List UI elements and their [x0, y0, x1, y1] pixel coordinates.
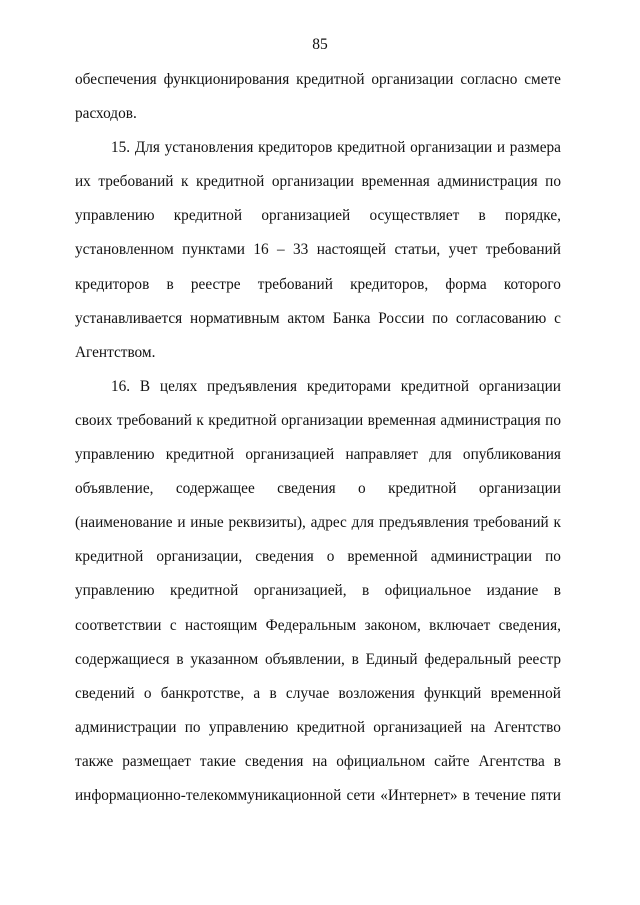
word: требований [473, 514, 549, 532]
word: в [166, 275, 174, 293]
word: Для [134, 139, 160, 157]
word: к [181, 173, 189, 191]
word: по [545, 173, 561, 191]
word: организацией [373, 718, 463, 736]
word: кредитной [296, 71, 365, 88]
word: кредитной [75, 548, 144, 566]
text-line [75, 70, 561, 104]
word: обеспечения [75, 71, 157, 88]
word: смете [524, 71, 561, 88]
word: официальном [336, 752, 426, 770]
word: функций [424, 684, 482, 702]
word: опубликования [462, 446, 561, 464]
word: согласно [460, 71, 518, 88]
word: администрации [75, 718, 177, 736]
word: в [176, 650, 184, 668]
word: кредитной [388, 480, 457, 498]
word: для [429, 446, 452, 464]
word: пунктами [182, 241, 245, 259]
word: кредитной [296, 718, 365, 736]
text-line [75, 343, 561, 377]
word: о [143, 684, 152, 702]
word: кредитной [165, 446, 235, 464]
word: форма [445, 275, 487, 293]
word: администрация [437, 173, 538, 191]
word: содержащиеся [75, 650, 170, 668]
word: и [496, 139, 506, 157]
text-line [75, 377, 561, 411]
word: на [312, 752, 328, 770]
word: России [378, 309, 425, 327]
word: Единый [365, 650, 418, 668]
word: Банка [332, 309, 371, 327]
word: официальное [384, 582, 472, 600]
word: организацией [261, 207, 351, 225]
word: настоящим [184, 616, 258, 634]
word: возложения [338, 684, 415, 702]
word: настоящей [316, 241, 387, 259]
word: объявление, [75, 480, 154, 498]
word: в [478, 207, 486, 225]
text-line [75, 240, 561, 274]
word: управлению [208, 718, 289, 736]
text-line [75, 445, 561, 479]
word: с [554, 309, 561, 327]
word: федеральный [424, 650, 512, 668]
word: направляет [345, 446, 419, 464]
word: кредиторов [258, 139, 333, 157]
word: временной [347, 548, 418, 566]
text-line [75, 786, 561, 820]
text-line [75, 275, 561, 309]
word: управлению [75, 207, 155, 225]
word: такие [199, 752, 236, 770]
text-line [75, 172, 561, 206]
text-line [75, 718, 561, 752]
text-line [75, 650, 561, 684]
word: указанном [190, 650, 259, 668]
text-line [75, 309, 561, 343]
word: требований [116, 411, 192, 429]
word: согласованию [455, 309, 547, 327]
word: расходов. [75, 105, 137, 123]
text-line [75, 616, 561, 650]
word: в [462, 786, 470, 804]
word: случае [285, 684, 330, 702]
word: по [545, 411, 561, 429]
word: временная [367, 411, 436, 429]
word: Агентства [478, 752, 545, 770]
word: а [253, 684, 261, 702]
word: кредитной [400, 377, 470, 395]
word: в [351, 650, 359, 668]
word: издание [486, 582, 539, 600]
word: 33 [293, 241, 309, 259]
word: кредитной [195, 173, 265, 191]
word: иные [190, 514, 224, 532]
word: соответствии [75, 616, 162, 634]
word: с [169, 616, 177, 634]
word: сведений [75, 684, 135, 702]
text-line [75, 104, 561, 138]
text-line [75, 206, 561, 240]
word: информационно-телекоммуникационной [75, 786, 342, 804]
word: сведения [244, 752, 304, 770]
word: в [553, 582, 561, 600]
word: в [269, 684, 277, 702]
word: содержащее [175, 480, 255, 498]
word: по [545, 548, 561, 566]
word: организации [410, 139, 493, 157]
word: кредитной [169, 582, 239, 600]
word: порядке, [504, 207, 561, 225]
word: временной [490, 684, 561, 702]
word: кредитной [173, 207, 243, 225]
word: кредиторами [306, 377, 391, 395]
word: пяти [530, 786, 561, 804]
word: нормативным [190, 309, 280, 327]
word: предъявления [378, 514, 469, 532]
word: – [277, 241, 285, 259]
word: устанавливается [75, 309, 183, 327]
word: к [553, 514, 561, 532]
word: своих [75, 411, 113, 429]
word: реквизиты), [228, 514, 306, 532]
word: их [75, 173, 91, 191]
word: о [326, 548, 335, 566]
word: организации, [156, 548, 243, 566]
word: управлению [75, 446, 155, 464]
word: размещает [122, 752, 191, 770]
text-line [75, 138, 561, 172]
word: администрация [440, 411, 541, 429]
word: сайте [434, 752, 470, 770]
word: статьи, [394, 241, 441, 259]
document-body [75, 70, 561, 820]
word: установления [164, 139, 254, 157]
word: реестр [518, 650, 561, 668]
word: организацией, [253, 582, 347, 600]
word: которого [503, 275, 561, 293]
word: кредитной [337, 139, 406, 157]
word: организации [478, 377, 561, 395]
word: 16 [253, 241, 269, 259]
word: временная [361, 173, 430, 191]
word: кредитной [208, 411, 277, 429]
paragraph-p16 [75, 377, 561, 820]
word: и [177, 514, 186, 532]
paragraph-p15 [75, 138, 561, 377]
word: в [361, 582, 370, 600]
word: осуществляет [369, 207, 460, 225]
paragraph-p-cont [75, 70, 561, 138]
word: реестре [190, 275, 241, 293]
word: сведения [255, 548, 314, 566]
text-line [75, 752, 561, 786]
word: кредиторов, [350, 275, 429, 293]
word: целях [159, 377, 198, 395]
word: «Интернет» [380, 786, 458, 804]
word: управлению [75, 582, 155, 600]
word: функционирования [163, 71, 290, 88]
word: объявлении, [265, 650, 345, 668]
word: сети [346, 786, 376, 804]
word: на [470, 718, 486, 736]
word: 16. [111, 377, 131, 395]
word: размера [509, 139, 561, 157]
word: требований [257, 275, 333, 293]
word: требований [485, 241, 561, 259]
word: также [75, 752, 114, 770]
word: 15. [111, 139, 131, 157]
word: организации [371, 71, 454, 88]
word: предъявления [207, 377, 298, 395]
word: по [432, 309, 449, 327]
text-line [75, 684, 561, 718]
text-line [75, 581, 561, 615]
word: организации [281, 411, 364, 429]
page-number: 85 [312, 36, 328, 53]
word: Агентством. [75, 343, 156, 361]
word: адрес [310, 514, 347, 532]
word: законом, [364, 616, 421, 634]
word: включает [429, 616, 491, 634]
word: Агентство [493, 718, 561, 736]
word: организацией [245, 446, 335, 464]
word: учет [448, 241, 478, 259]
word: сведения [277, 480, 336, 498]
word: организации [478, 480, 561, 498]
word: требований [98, 173, 174, 191]
word: Федеральным [265, 616, 357, 634]
text-line [75, 513, 561, 547]
text-line [75, 547, 561, 581]
word: установленном [75, 241, 174, 259]
word: к [196, 411, 204, 429]
text-line [75, 479, 561, 513]
word: администрации [430, 548, 533, 566]
word: течение [475, 786, 526, 804]
text-line [75, 411, 561, 445]
word: по [184, 718, 201, 736]
word: актом [287, 309, 325, 327]
word: банкротстве, [160, 684, 245, 702]
word: В [139, 377, 151, 395]
word: о [358, 480, 366, 498]
word: организации [271, 173, 354, 191]
word: в [553, 752, 561, 770]
word: (наименование [75, 514, 173, 532]
word: сведения, [498, 616, 561, 634]
word: кредиторов [75, 275, 150, 293]
word: для [351, 514, 375, 532]
